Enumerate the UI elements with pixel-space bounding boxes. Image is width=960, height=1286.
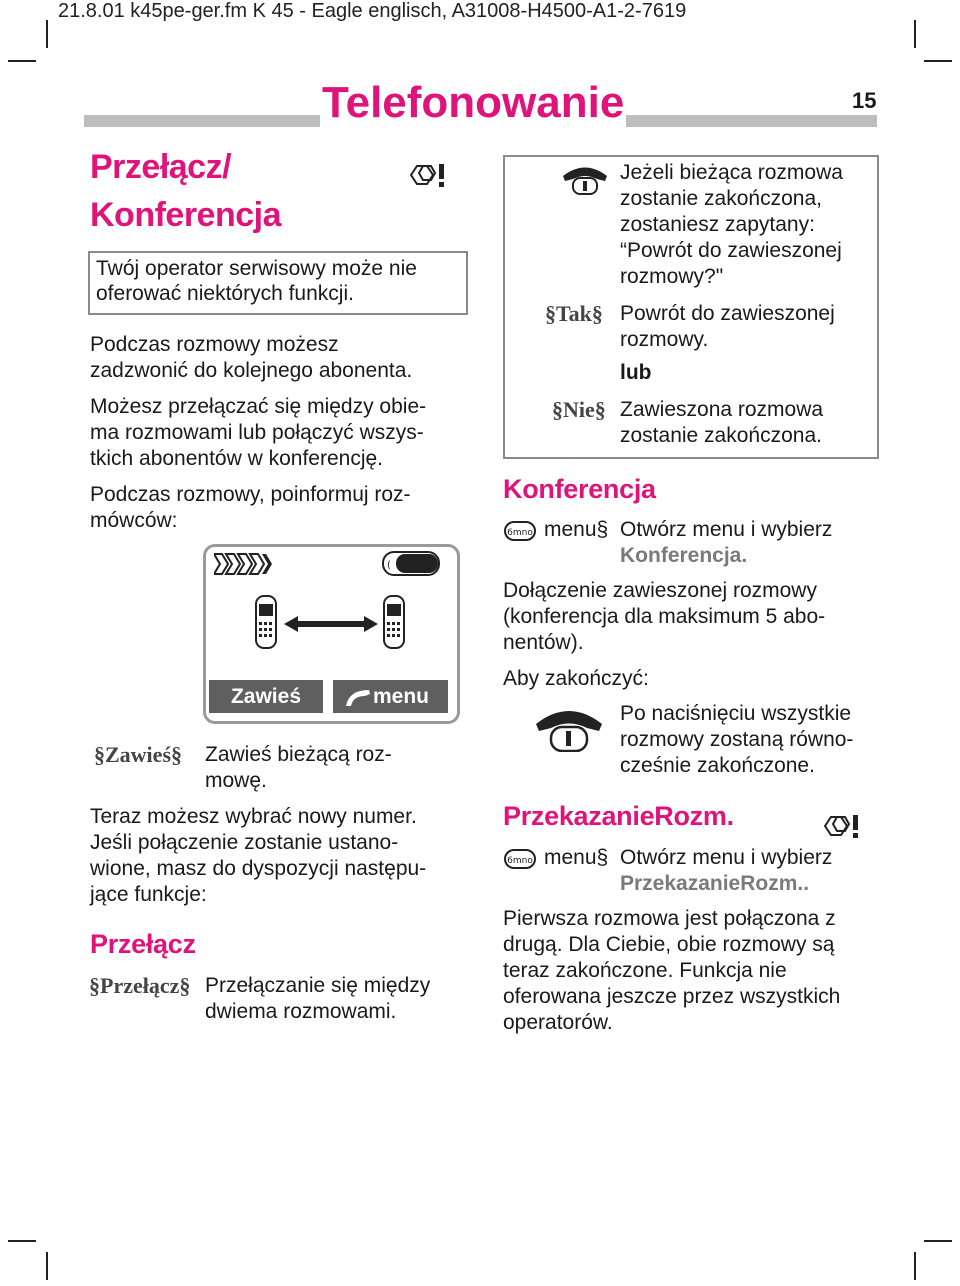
section-heading-line1: Przełącz/ bbox=[90, 148, 232, 186]
paragraph-text: drugą. Dla Ciebie, obie rozmowy są bbox=[503, 933, 835, 956]
operator-dependent-icon bbox=[408, 160, 448, 190]
paragraph-text: Podczas rozmowy, poinformuj roz- bbox=[90, 483, 411, 506]
no-softkey: §Nie§ bbox=[552, 397, 606, 422]
crop-mark bbox=[924, 1240, 952, 1242]
note-text: oferować niektórych funkcji. bbox=[96, 282, 354, 305]
crop-mark bbox=[46, 1252, 48, 1280]
conference-menu-item: Konferencja. bbox=[620, 544, 748, 567]
paragraph-text: teraz zakończone. Funkcja nie bbox=[503, 959, 787, 982]
end-call-text: Jeżeli bieżąca rozmowa bbox=[620, 161, 843, 184]
paragraph-text: wione, masz do dyspozycji następu- bbox=[90, 857, 427, 880]
paragraph-text: Możesz przełączać się między obie- bbox=[90, 395, 427, 418]
svg-text:6mno: 6mno bbox=[507, 856, 533, 866]
hold-softkey: §Zawieś§ bbox=[94, 742, 182, 767]
signal-strength-icon bbox=[214, 552, 274, 576]
crop-mark bbox=[8, 60, 36, 62]
menu-key-label: menu§ bbox=[544, 846, 609, 869]
yes-description: rozmowy. bbox=[620, 328, 709, 351]
paragraph-text: ma rozmowami lub połączyć wszys- bbox=[90, 421, 424, 444]
hold-description: Zawieś bieżącą roz- bbox=[205, 743, 392, 766]
no-description: zostanie zakończona. bbox=[620, 424, 822, 447]
transfer-menu-item: PrzekazanieRozm.. bbox=[620, 872, 810, 895]
crop-mark bbox=[914, 1252, 916, 1280]
paragraph-text: tkich abonentów w konferencję. bbox=[90, 447, 384, 470]
page-title: Telefonowanie bbox=[320, 76, 626, 130]
operator-dependent-icon bbox=[822, 811, 862, 841]
yes-description: Powrót do zawieszonej bbox=[620, 302, 835, 325]
crop-mark bbox=[46, 20, 48, 48]
end-call-icon bbox=[561, 163, 609, 195]
menu-key-icon bbox=[504, 849, 536, 869]
paragraph-text: oferowana jeszcze przez wszystkich bbox=[503, 985, 841, 1008]
two-calls-illustration bbox=[248, 592, 412, 652]
conference-heading: Konferencja bbox=[503, 474, 656, 504]
switch-description: Przełączanie się między bbox=[205, 974, 431, 997]
crop-mark bbox=[924, 60, 952, 62]
end-call-text: zostaniesz zapytany: bbox=[620, 213, 815, 236]
yes-softkey: §Tak§ bbox=[545, 301, 603, 326]
end-all-text: Po naciśnięciu wszystkie bbox=[620, 702, 852, 725]
call-icon bbox=[343, 686, 373, 710]
file-header: 21.8.01 k45pe-ger.fm K 45 - Eagle englisch, A31008-H4500-A1-2-7619 bbox=[58, 0, 687, 22]
paragraph-text: Dołączenie zawieszonej rozmowy bbox=[503, 579, 817, 602]
switch-description: dwiema rozmowami. bbox=[205, 1000, 397, 1023]
battery-icon bbox=[382, 551, 442, 577]
svg-text:(: ( bbox=[387, 560, 391, 571]
menu-key-label: menu§ bbox=[544, 518, 609, 541]
crop-mark bbox=[8, 1240, 36, 1242]
paragraph-text: jące funkcje: bbox=[90, 883, 207, 906]
crop-mark bbox=[914, 20, 916, 48]
page-number: 15 bbox=[852, 88, 877, 113]
softkey-right bbox=[333, 680, 448, 713]
paragraph-text: Jeśli połączenie zostanie ustano- bbox=[90, 831, 399, 854]
paragraph-text: mówców: bbox=[90, 509, 178, 532]
svg-text:6mno: 6mno bbox=[507, 528, 533, 538]
end-call-text: rozmowy?" bbox=[620, 265, 724, 288]
subsection-heading: Przełącz bbox=[90, 929, 196, 959]
hold-description: mowę. bbox=[205, 769, 267, 792]
transfer-heading: PrzekazanieRozm. bbox=[503, 801, 734, 831]
paragraph-text: zadzwonić do kolejnego abonenta. bbox=[90, 359, 413, 382]
softkey-right-label: menu bbox=[373, 685, 430, 708]
softkey-left: Zawieś bbox=[209, 680, 323, 713]
end-call-text: “Powrót do zawieszonej bbox=[620, 239, 842, 262]
paragraph-text: Pierwsza rozmowa jest połączona z bbox=[503, 907, 836, 930]
paragraph-text: Teraz możesz wybrać nowy numer. bbox=[90, 805, 417, 828]
paragraph-text: Podczas rozmowy możesz bbox=[90, 333, 339, 356]
section-heading-line2: Konferencja bbox=[90, 196, 281, 234]
or-label: lub bbox=[620, 361, 652, 384]
conference-menu-text: Otwórz menu i wybierz bbox=[620, 518, 833, 541]
end-call-text: zostanie zakończona, bbox=[620, 187, 822, 210]
paragraph-text: (konferencja dla maksimum 5 abo- bbox=[503, 605, 826, 628]
note-text: Twój operator serwisowy może nie bbox=[96, 257, 417, 280]
menu-key-icon bbox=[504, 521, 536, 541]
end-label: Aby zakończyć: bbox=[503, 667, 649, 690]
transfer-menu-text: Otwórz menu i wybierz bbox=[620, 846, 833, 869]
end-call-icon bbox=[534, 704, 604, 752]
paragraph-text: nentów). bbox=[503, 631, 584, 654]
end-all-text: cześnie zakończone. bbox=[620, 754, 815, 777]
no-description: Zawieszona rozmowa bbox=[620, 398, 824, 421]
end-all-text: rozmowy zostaną równo- bbox=[620, 728, 854, 751]
paragraph-text: operatorów. bbox=[503, 1011, 613, 1034]
switch-softkey: §Przełącz§ bbox=[89, 973, 191, 998]
